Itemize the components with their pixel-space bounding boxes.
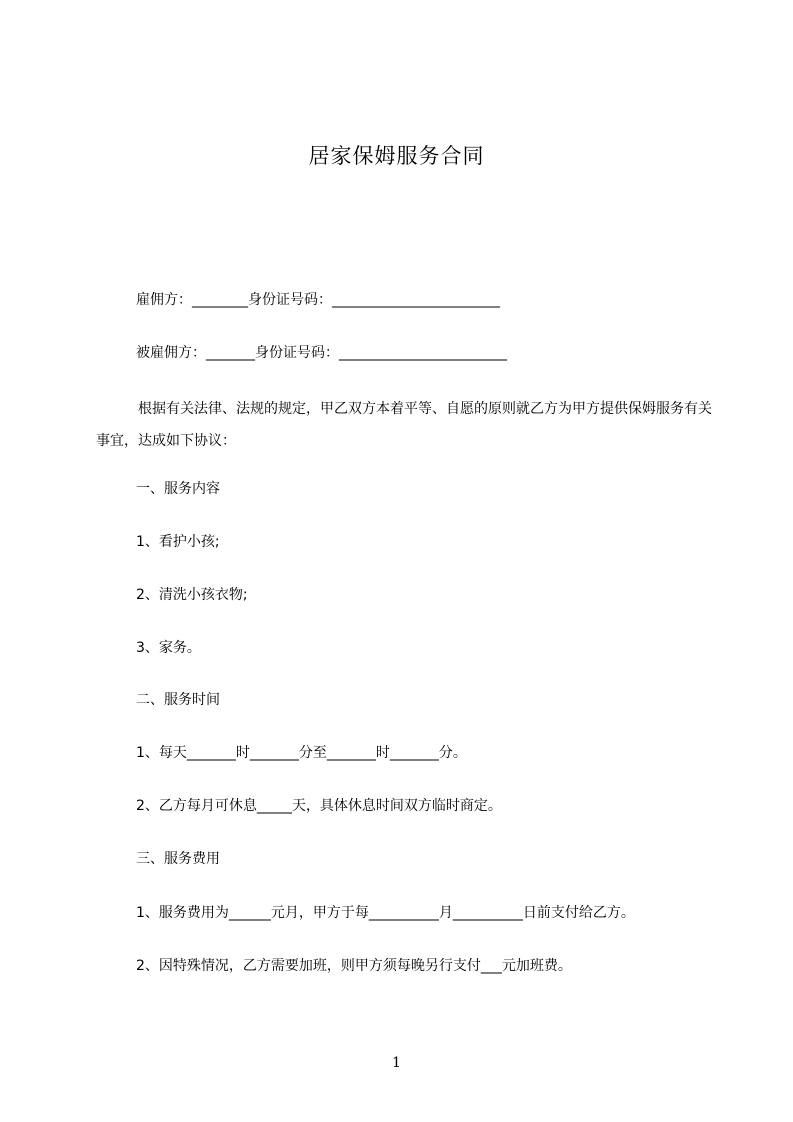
section-heading-fees: 三、服务费用 [136, 851, 220, 867]
content-item-2: 2、清洗小孩衣物; [136, 587, 248, 603]
fees-item-1: 1、服务费用为______元月，甲方于每__________月__________日前支付给乙方。 [136, 905, 635, 921]
page-number: 1 [392, 1055, 401, 1071]
section-heading-content: 一、服务内容 [136, 481, 220, 497]
time-item-2: 2、乙方每月可休息_____天，具体休息时间双方临时商定。 [136, 798, 502, 814]
employee-line: 被雇佣方：_______身份证号码：________________________ [136, 345, 507, 361]
content-item-3: 3、家务。 [136, 640, 201, 656]
section-heading-time: 二、服务时间 [136, 692, 220, 708]
intro-paragraph: 根据有关法律、法规的规定，甲乙双方本着平等、自愿的原则就乙方为甲方提供保姆服务有关事宜，达成如下协议： [96, 401, 712, 449]
fees-item-2: 2、因特殊情况，乙方需要加班，则甲方须每晚另行支付___元加班费。 [136, 958, 572, 974]
employer-line: 雇佣方：________身份证号码：________________________ [136, 292, 500, 308]
content-item-1: 1、看护小孩; [136, 534, 220, 550]
document-title: 居家保姆服务合同 [308, 144, 485, 168]
time-item-1: 1、每天_______时_______分至_______时_______分。 [136, 745, 467, 761]
